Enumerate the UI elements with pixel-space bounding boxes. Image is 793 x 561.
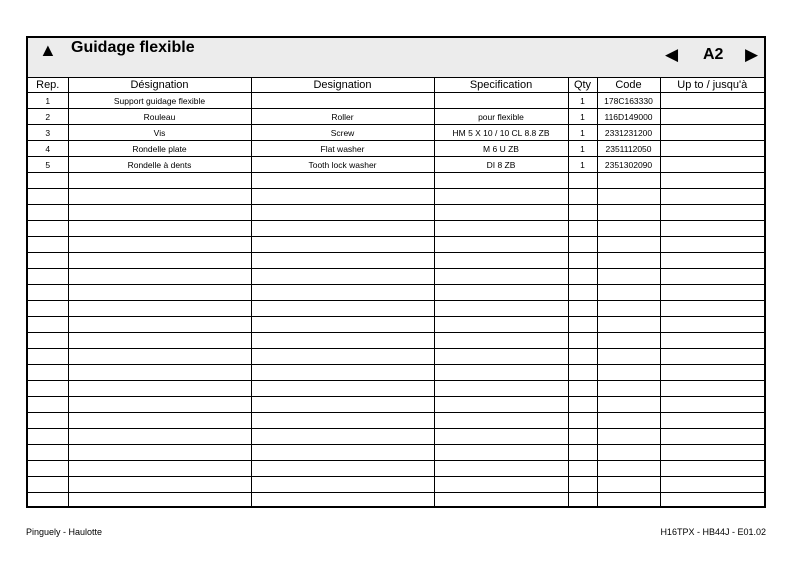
cell-designation-fr (68, 429, 251, 445)
col-designation-en: Designation (251, 78, 434, 93)
cell-rep (28, 269, 68, 285)
cell-qty: 1 (568, 141, 597, 157)
cell-designation-fr: Rouleau (68, 109, 251, 125)
cell-designation-en: Roller (251, 109, 434, 125)
table-row (28, 317, 764, 333)
cell-code (597, 349, 660, 365)
table-row (28, 413, 764, 429)
footer-reference: H16TPX - HB44J - E01.02 (660, 527, 766, 537)
cell-upto (660, 237, 764, 253)
cell-code (597, 189, 660, 205)
cell-rep: 3 (28, 125, 68, 141)
col-specification: Specification (434, 78, 568, 93)
cell-qty (568, 429, 597, 445)
cell-code (597, 413, 660, 429)
cell-specification (434, 365, 568, 381)
cell-rep (28, 365, 68, 381)
table-row (28, 205, 764, 221)
page-title: Guidage flexible (71, 39, 195, 56)
page-code: A2 (703, 46, 724, 63)
cell-upto (660, 461, 764, 477)
cell-qty (568, 173, 597, 189)
cell-designation-fr: Rondelle à dents (68, 157, 251, 173)
cell-designation-fr: Rondelle plate (68, 141, 251, 157)
cell-designation-fr (68, 333, 251, 349)
cell-upto (660, 189, 764, 205)
cell-designation-en (251, 173, 434, 189)
table-row (28, 253, 764, 269)
cell-designation-en (251, 333, 434, 349)
cell-qty (568, 333, 597, 349)
cell-upto (660, 413, 764, 429)
cell-code (597, 285, 660, 301)
cell-rep (28, 221, 68, 237)
cell-designation-fr (68, 381, 251, 397)
cell-code (597, 301, 660, 317)
cell-code (597, 365, 660, 381)
cell-designation-en (251, 477, 434, 493)
cell-qty: 1 (568, 157, 597, 173)
triangle-up-icon[interactable]: ▲ (39, 40, 57, 60)
cell-designation-fr (68, 317, 251, 333)
cell-designation-en (251, 445, 434, 461)
cell-specification (434, 173, 568, 189)
cell-rep (28, 253, 68, 269)
cell-code: 2351112050 (597, 141, 660, 157)
cell-code (597, 381, 660, 397)
cell-upto (660, 445, 764, 461)
cell-designation-fr (68, 269, 251, 285)
cell-designation-fr (68, 301, 251, 317)
cell-specification: M 6 U ZB (434, 141, 568, 157)
cell-specification (434, 493, 568, 509)
cell-code (597, 237, 660, 253)
cell-qty (568, 413, 597, 429)
cell-designation-en (251, 381, 434, 397)
table-row (28, 269, 764, 285)
cell-specification: DI 8 ZB (434, 157, 568, 173)
cell-qty (568, 477, 597, 493)
cell-qty (568, 397, 597, 413)
triangle-right-icon[interactable]: ▶ (745, 45, 759, 64)
cell-specification (434, 397, 568, 413)
cell-upto (660, 477, 764, 493)
cell-upto (660, 317, 764, 333)
cell-upto (660, 349, 764, 365)
table-row (28, 365, 764, 381)
cell-code (597, 269, 660, 285)
cell-designation-fr (68, 349, 251, 365)
triangle-left-icon[interactable]: ◀ (665, 45, 679, 64)
cell-code (597, 317, 660, 333)
cell-upto (660, 269, 764, 285)
cell-qty (568, 269, 597, 285)
cell-qty (568, 317, 597, 333)
cell-rep (28, 333, 68, 349)
cell-upto (660, 157, 764, 173)
parts-table (28, 78, 764, 508)
table-row (28, 381, 764, 397)
cell-code: 116D149000 (597, 109, 660, 125)
cell-qty (568, 493, 597, 509)
cell-qty (568, 189, 597, 205)
cell-specification: pour flexible (434, 109, 568, 125)
cell-upto (660, 365, 764, 381)
cell-code (597, 205, 660, 221)
cell-qty (568, 237, 597, 253)
cell-rep (28, 477, 68, 493)
cell-designation-fr (68, 253, 251, 269)
cell-upto (660, 173, 764, 189)
cell-designation-fr: Vis (68, 125, 251, 141)
cell-specification (434, 269, 568, 285)
cell-designation-fr (68, 221, 251, 237)
cell-rep: 1 (28, 93, 68, 109)
table-row (28, 125, 764, 141)
cell-upto (660, 93, 764, 109)
table-row (28, 333, 764, 349)
cell-rep (28, 445, 68, 461)
table-row (28, 93, 764, 109)
table-row (28, 397, 764, 413)
table-row (28, 477, 764, 493)
col-rep: Rep. (28, 78, 68, 93)
cell-designation-en (251, 413, 434, 429)
table-row (28, 237, 764, 253)
cell-designation-fr (68, 493, 251, 509)
cell-specification (434, 445, 568, 461)
table-row (28, 461, 764, 477)
cell-qty: 1 (568, 125, 597, 141)
cell-qty (568, 381, 597, 397)
cell-designation-en: Screw (251, 125, 434, 141)
cell-designation-fr (68, 237, 251, 253)
cell-designation-en (251, 461, 434, 477)
cell-designation-en (251, 349, 434, 365)
cell-upto (660, 221, 764, 237)
cell-specification (434, 189, 568, 205)
table-row (28, 285, 764, 301)
cell-rep (28, 301, 68, 317)
cell-code (597, 397, 660, 413)
cell-specification (434, 205, 568, 221)
cell-designation-fr (68, 205, 251, 221)
footer-company: Pinguely - Haulotte (26, 527, 103, 537)
cell-code (597, 445, 660, 461)
cell-designation-en (251, 397, 434, 413)
table-row (28, 189, 764, 205)
cell-qty (568, 301, 597, 317)
table-row (28, 349, 764, 365)
cell-designation-en (251, 93, 434, 109)
cell-code (597, 221, 660, 237)
col-qty: Qty (568, 78, 597, 93)
cell-specification (434, 253, 568, 269)
cell-code (597, 429, 660, 445)
cell-designation-en (251, 269, 434, 285)
cell-specification (434, 413, 568, 429)
cell-code (597, 493, 660, 509)
cell-upto (660, 397, 764, 413)
table-row (28, 445, 764, 461)
cell-qty (568, 253, 597, 269)
cell-rep (28, 429, 68, 445)
cell-code (597, 333, 660, 349)
cell-designation-fr (68, 397, 251, 413)
cell-rep (28, 493, 68, 509)
cell-specification (434, 301, 568, 317)
cell-rep (28, 189, 68, 205)
cell-rep (28, 237, 68, 253)
cell-designation-en: Flat washer (251, 141, 434, 157)
cell-specification (434, 317, 568, 333)
cell-specification (434, 381, 568, 397)
col-designation-fr: Désignation (68, 78, 251, 93)
cell-upto (660, 493, 764, 509)
parts-sheet (26, 36, 766, 508)
cell-upto (660, 141, 764, 157)
cell-designation-fr: Support guidage flexible (68, 93, 251, 109)
cell-upto (660, 381, 764, 397)
cell-code (597, 173, 660, 189)
cell-qty: 1 (568, 109, 597, 125)
cell-specification (434, 285, 568, 301)
cell-specification (434, 349, 568, 365)
cell-specification (434, 461, 568, 477)
table-row (28, 173, 764, 189)
cell-designation-fr (68, 365, 251, 381)
cell-specification (434, 477, 568, 493)
cell-code (597, 253, 660, 269)
table-row (28, 141, 764, 157)
cell-qty (568, 349, 597, 365)
cell-designation-en (251, 205, 434, 221)
cell-code (597, 461, 660, 477)
cell-code: 2331231200 (597, 125, 660, 141)
cell-designation-fr (68, 285, 251, 301)
cell-upto (660, 301, 764, 317)
cell-code: 2351302090 (597, 157, 660, 173)
col-upto: Up to / jusqu'à (660, 78, 764, 93)
cell-rep (28, 173, 68, 189)
table-header-row (28, 78, 764, 93)
cell-designation-en (251, 317, 434, 333)
cell-designation-fr (68, 189, 251, 205)
table-row (28, 429, 764, 445)
cell-qty (568, 445, 597, 461)
cell-designation-en (251, 237, 434, 253)
cell-upto (660, 333, 764, 349)
table-row (28, 493, 764, 509)
cell-upto (660, 429, 764, 445)
cell-upto (660, 253, 764, 269)
col-code: Code (597, 78, 660, 93)
cell-rep: 2 (28, 109, 68, 125)
table-row (28, 157, 764, 173)
cell-designation-en: Tooth lock washer (251, 157, 434, 173)
cell-qty (568, 285, 597, 301)
cell-rep (28, 285, 68, 301)
cell-designation-fr (68, 477, 251, 493)
cell-designation-en (251, 365, 434, 381)
cell-qty: 1 (568, 93, 597, 109)
cell-qty (568, 205, 597, 221)
cell-rep (28, 413, 68, 429)
cell-designation-en (251, 253, 434, 269)
cell-designation-en (251, 301, 434, 317)
cell-rep (28, 461, 68, 477)
cell-designation-fr (68, 445, 251, 461)
cell-specification (434, 93, 568, 109)
cell-designation-en (251, 189, 434, 205)
table-row (28, 221, 764, 237)
cell-designation-fr (68, 461, 251, 477)
cell-code: 178C163330 (597, 93, 660, 109)
cell-qty (568, 365, 597, 381)
cell-specification (434, 429, 568, 445)
table-row (28, 109, 764, 125)
cell-qty (568, 221, 597, 237)
cell-designation-en (251, 221, 434, 237)
cell-designation-fr (68, 173, 251, 189)
cell-rep (28, 397, 68, 413)
cell-rep (28, 381, 68, 397)
cell-specification: HM 5 X 10 / 10 CL 8.8 ZB (434, 125, 568, 141)
cell-rep (28, 205, 68, 221)
cell-designation-fr (68, 413, 251, 429)
table-row (28, 301, 764, 317)
cell-designation-en (251, 429, 434, 445)
cell-upto (660, 285, 764, 301)
cell-upto (660, 205, 764, 221)
cell-qty (568, 461, 597, 477)
cell-specification (434, 237, 568, 253)
cell-rep: 4 (28, 141, 68, 157)
cell-designation-en (251, 285, 434, 301)
cell-rep (28, 317, 68, 333)
sheet-header (28, 38, 764, 78)
cell-specification (434, 333, 568, 349)
cell-code (597, 477, 660, 493)
cell-designation-en (251, 493, 434, 509)
cell-specification (434, 221, 568, 237)
cell-rep: 5 (28, 157, 68, 173)
cell-upto (660, 109, 764, 125)
cell-upto (660, 125, 764, 141)
cell-rep (28, 349, 68, 365)
